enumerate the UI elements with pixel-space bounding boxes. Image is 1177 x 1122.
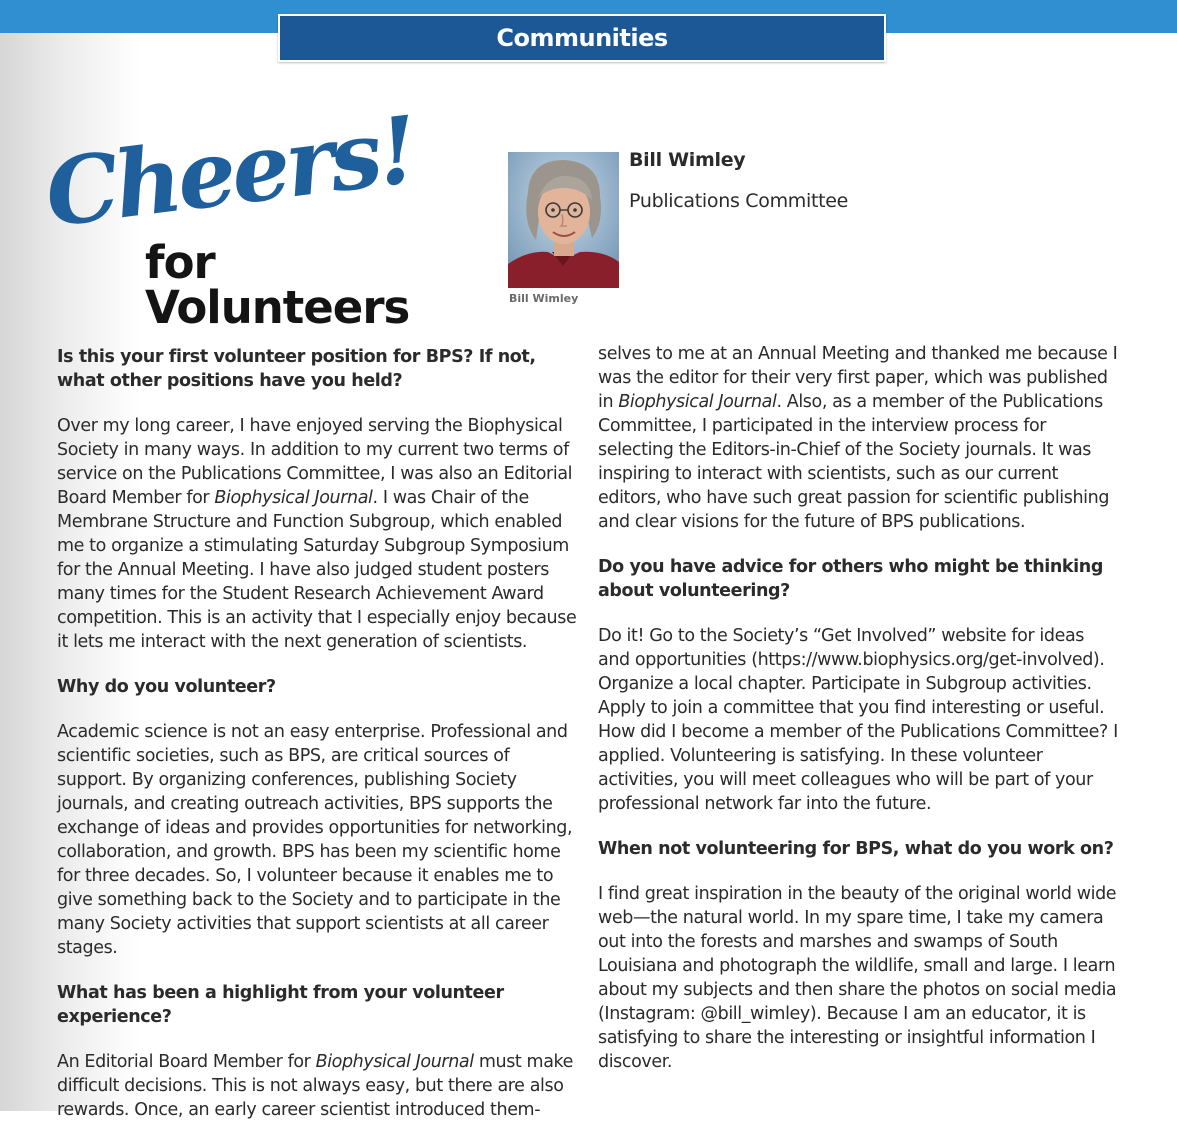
volunteer-role: Publications Committee xyxy=(629,190,849,212)
article-column-right xyxy=(598,342,1118,1074)
question-heading: What has been a highlight from your volunteer experience? xyxy=(57,983,504,1027)
volunteer-photo xyxy=(508,152,619,288)
answer-paragraph: Do it! Go to the Society’s “Get Involved” website for ideas and opportunities (https://www.biophysics.org/get-involved). Organize a local chapter. Participate in Subgroup activities. Apply to join a committee that you find interesting or useful. How did I become a member of the Publications Committee? I applied. Volunteering is satisfying. In these volunteer activities, you will meet colleagues who will be part of your professional network far into the future. xyxy=(598,626,1118,814)
answer-paragraph xyxy=(57,1050,577,1122)
cheers-for-volunteers-logo xyxy=(39,95,472,334)
question-heading: Is this your first volunteer position for BPS? If not, what other positions have you held? xyxy=(57,347,536,391)
logo-script-text: Cheers! xyxy=(39,95,421,248)
answer-text: . Also, as a member of the Publications Committee, I participated in the interview process for selecting the Editors-in-Chief of the Society journals. It was inspiring to interact with scientists, such as our current editors, who have such great passion for scientific publishing and clear visions for the future of BPS publications. xyxy=(598,392,1110,532)
photo-caption: Bill Wimley xyxy=(509,292,579,305)
question-heading: When not volunteering for BPS, what do you work on? xyxy=(598,839,1114,859)
section-title: Communities xyxy=(496,24,668,52)
answer-paragraph: I find great inspiration in the beauty of the original world wide web—the natural world. In my spare time, I take my camera out into the forests and marshes and swamps of South Louisiana and photograph the wildlife, small and large. I learn about my subjects and then share the photos on social media (Instagram: @bill_wimley). Because I am an educator, it is satisfying to share the interesting or insightful information I discover. xyxy=(598,884,1117,1072)
answer-paragraph xyxy=(57,414,577,654)
answer-text: selves to me at an Annual Meeting and thanked me because I was the editor for their very first paper, which was published in xyxy=(598,344,1118,412)
journal-name: Biophysical Journal xyxy=(315,1052,474,1072)
answer-text: Over my long career, I have enjoyed serving the Biophysical Society in many ways. In addition to my current two terms of service on the Publications Committee, I was also an Editorial Board Member for xyxy=(57,416,573,508)
section-banner xyxy=(278,14,886,62)
volunteer-name: Bill Wimley xyxy=(629,149,746,171)
article-column-left xyxy=(57,345,577,1122)
answer-paragraph xyxy=(598,342,1118,534)
question-heading: Why do you volunteer? xyxy=(57,677,276,697)
answer-paragraph: Academic science is not an easy enterprise. Professional and scientific societies, such as BPS, are critical sources of support. By organizing conferences, publishing Society journals, and creating outreach activities, BPS supports the exchange of ideas and provides opportunities for networking, collaboration, and growth. BPS has been my scientific home for three decades. So, I volunteer because it enables me to give something back to the Society and to participate in the many Society activities that support scientists at all career stages. xyxy=(57,722,573,958)
answer-text: must make difficult decisions. This is not always easy, but there are also rewards. Once, an early career scientist introduced them- xyxy=(57,1052,574,1120)
answer-text: An Editorial Board Member for xyxy=(57,1052,316,1072)
answer-text: . I was Chair of the Membrane Structure and Function Subgroup, which enabled me to organize a stimulating Saturday Subgroup Symposium for the Annual Meeting. I have also judged student posters many times for the Student Research Achievement Award competition. This is an activity that I especially enjoy because it lets me interact with the next generation of scientists. xyxy=(57,488,577,652)
journal-name: Biophysical Journal xyxy=(618,392,777,412)
journal-name: Biophysical Journal xyxy=(214,488,373,508)
question-heading: Do you have advice for others who might be thinking about volunteering? xyxy=(598,557,1103,601)
logo-subtitle: for Volunteers xyxy=(145,236,410,334)
